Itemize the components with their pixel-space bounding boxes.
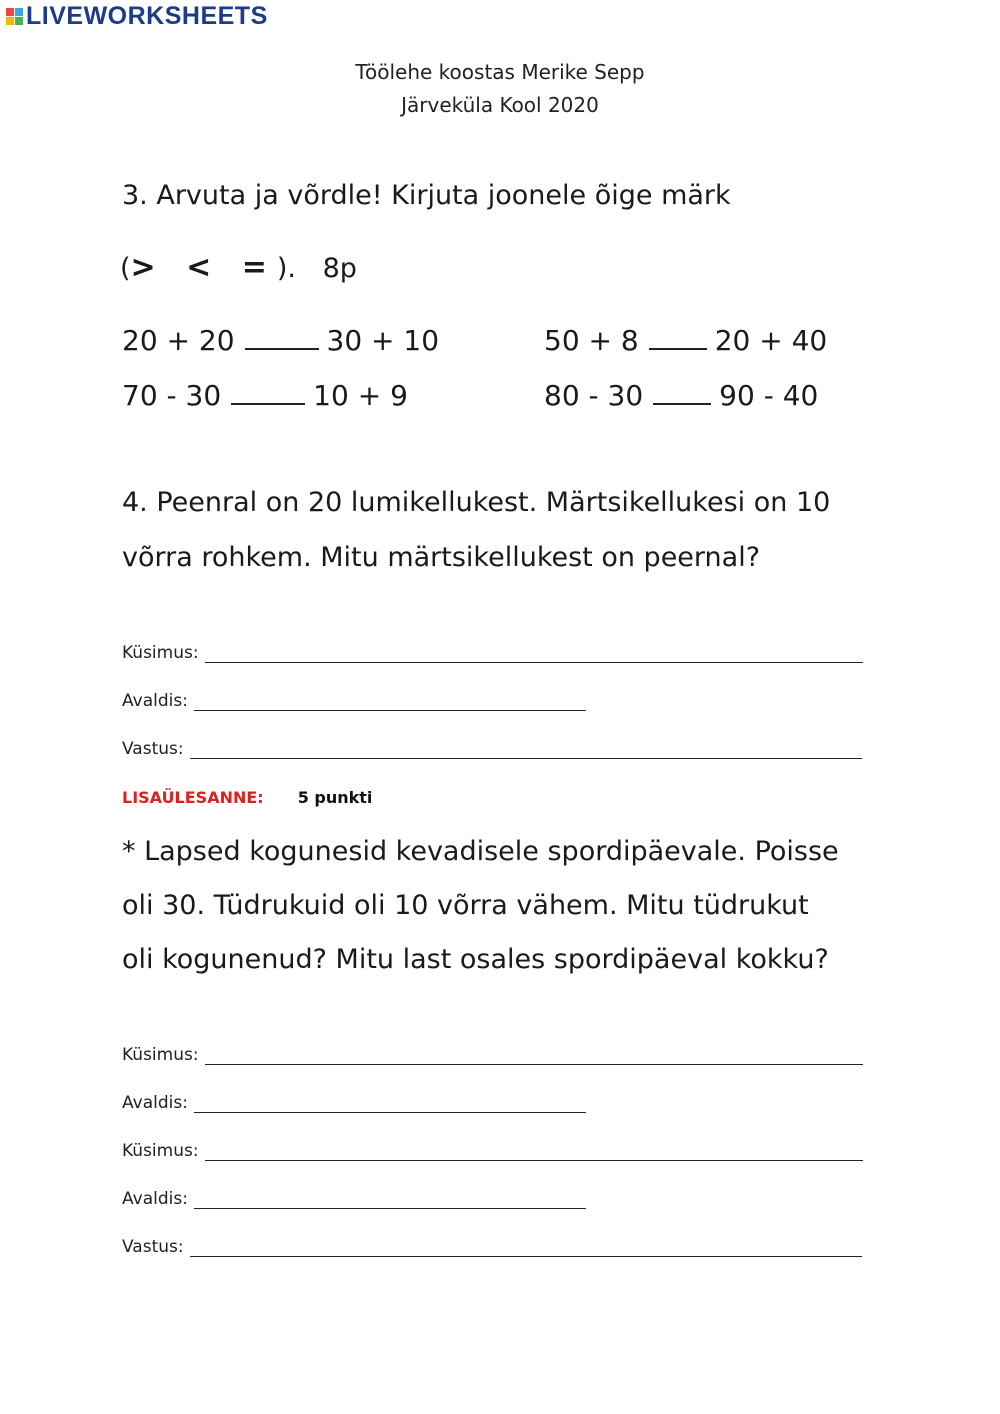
- extra-expression-field-2: [122, 1189, 586, 1209]
- expr: 30 + 10: [326, 324, 440, 357]
- field-label: Vastus:: [122, 739, 184, 759]
- answer-line[interactable]: [194, 1098, 586, 1113]
- extra-line-3: oli kogunenud? Mitu last osales spordipäeval kokku?: [122, 944, 829, 975]
- answer-line[interactable]: [190, 1242, 862, 1257]
- answer-blank[interactable]: [231, 401, 305, 405]
- field-label: Küsimus:: [122, 1045, 199, 1065]
- compare-row-1-right: [544, 324, 827, 357]
- task4-line-1: 4. Peenral on 20 lumikellukest. Märtsikellukesi on 10: [122, 487, 831, 518]
- liveworksheets-logo: [6, 2, 268, 30]
- logo-blocks-icon: [6, 8, 23, 25]
- expr: 70 - 30: [122, 379, 222, 412]
- expr: 10 + 9: [313, 379, 408, 412]
- answer-line[interactable]: [205, 648, 863, 663]
- answer-line[interactable]: [194, 1194, 586, 1209]
- task4-line-2: võrra rohkem. Mitu märtsikellukest on peernal?: [122, 542, 761, 573]
- answer-blank[interactable]: [649, 346, 707, 350]
- task3-symbols-line: [120, 250, 357, 285]
- expr: 50 + 8: [544, 324, 639, 357]
- close-paren: ).: [276, 253, 296, 284]
- field-label: Küsimus:: [122, 1141, 199, 1161]
- compare-row-1-left: [122, 324, 439, 357]
- open-paren: (: [120, 253, 131, 284]
- extra-question-field-2: [122, 1141, 863, 1161]
- extra-question-field-1: [122, 1045, 863, 1065]
- task3-points: 8p: [322, 253, 357, 284]
- extra-label: LISAÜLESANNE:: [122, 788, 264, 807]
- task4-expression-field: [122, 691, 586, 711]
- expr: 20 + 40: [714, 324, 828, 357]
- compare-row-2-left: [122, 379, 408, 412]
- expr: 90 - 40: [719, 379, 819, 412]
- field-label: Küsimus:: [122, 643, 199, 663]
- field-label: Vastus:: [122, 1237, 184, 1257]
- answer-line[interactable]: [190, 744, 862, 759]
- extra-line-2: oli 30. Tüdrukuid oli 10 võrra vähem. Mitu tüdrukut: [122, 890, 809, 921]
- expr: 20 + 20: [122, 324, 235, 357]
- answer-blank[interactable]: [245, 346, 319, 350]
- field-label: Avaldis:: [122, 1189, 188, 1209]
- extra-task-header: [122, 788, 372, 807]
- expr: 80 - 30: [544, 379, 644, 412]
- field-label: Avaldis:: [122, 1093, 188, 1113]
- logo-text: LIVEWORKSHEETS: [26, 2, 268, 30]
- comparison-symbols: > < =: [130, 250, 277, 285]
- field-label: Avaldis:: [122, 691, 188, 711]
- extra-expression-field-1: [122, 1093, 586, 1113]
- answer-blank[interactable]: [653, 401, 711, 405]
- answer-line[interactable]: [194, 696, 586, 711]
- extra-answer-field: [122, 1237, 862, 1257]
- extra-points: 5 punkti: [297, 788, 373, 807]
- school-line: Järveküla Kool 2020: [401, 93, 599, 117]
- compare-row-2-right: [544, 379, 818, 412]
- task4-question-field: [122, 643, 863, 663]
- task3-title: 3. Arvuta ja võrdle! Kirjuta joonele õige märk: [122, 180, 731, 211]
- extra-line-1: * Lapsed kogunesid kevadisele spordipäevale. Poisse: [122, 836, 839, 867]
- author-line: Töölehe koostas Merike Sepp: [355, 60, 645, 84]
- answer-line[interactable]: [205, 1146, 863, 1161]
- answer-line[interactable]: [205, 1050, 863, 1065]
- task4-answer-field: [122, 739, 862, 759]
